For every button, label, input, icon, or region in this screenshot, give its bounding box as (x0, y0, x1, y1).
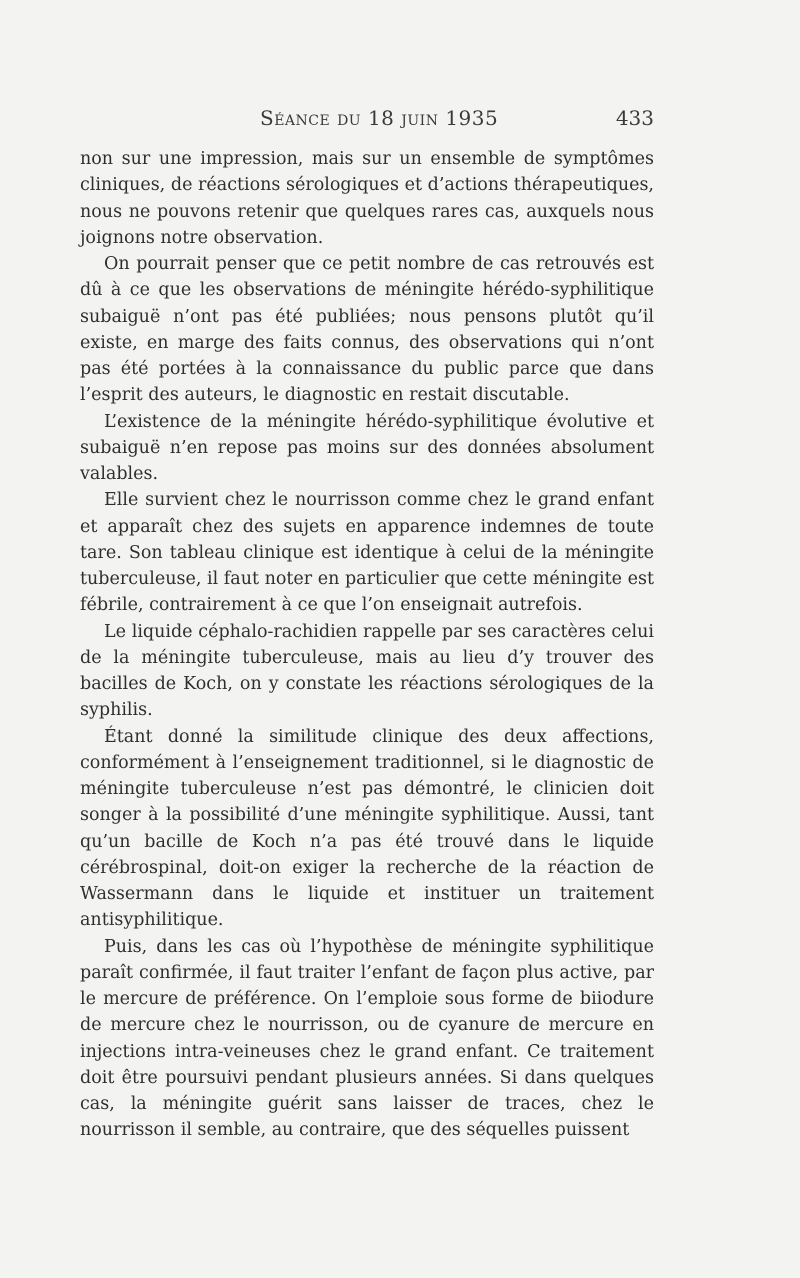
running-header (80, 106, 654, 136)
running-title-year: 1935 (445, 106, 499, 130)
running-title (260, 106, 498, 130)
paragraph-2: On pourrait penser que ce petit nombre de cas retrouvés est dû à ce que les observations de méningite hérédo-syphilitique subaiguë n’ont pas été publiées; nous pensons plutôt qu’il existe, en marge des faits connus, des observations qui n’ont pas été portées à la connaissance du public parce que dans l’esprit des auteurs, le diagnostic en restait discutable. (80, 254, 654, 406)
paragraph-6: Étant donné la similitude clinique des deux affections, conformément à l’enseignement traditionnel, si le diagnostic de méningite tuberculeuse n’est pas démontré, le clinicien doit songer à la possibilité d’une méningite syphilitique. Aussi, tant qu’un bacille de Koch n’a pas été trouvé dans le liquide cérébrospinal, doit-on exiger la recherche de la réaction de Wassermann dans le liquide et instituer un traitement antisyphilitique. (80, 726, 654, 931)
paragraph-1: non sur une impression, mais sur un ensemble de symptômes cliniques, de réactions sérologiques et d’actions thérapeutiques, nous ne pouvons retenir que quelques rares cas, auxquels nous joignons notre observation. (80, 149, 654, 248)
page-number: 433 (615, 106, 654, 130)
running-title-month: juin (401, 106, 439, 130)
running-title-prefix: Séance du (260, 106, 362, 130)
paragraph-5: Le liquide céphalo-rachidien rappelle par ses caractères celui de la méningite tuberculeuse, mais au lieu d’y trouver des bacilles de Koch, on y constate les réactions sérologiques de la syphilis. (80, 621, 654, 721)
running-title-day: 18 (367, 106, 395, 130)
paragraph-7: Puis, dans les cas où l’hypothèse de méningite syphilitique paraît confirmée, il faut traiter l’enfant de façon plus active, par le mercure de préférence. On l’emploie sous forme de biiodure de mercure chez le nourrisson, ou de cyanure de mercure en injections intra-veineuses chez le grand enfant. Ce traitement doit être poursuivi pendant plusieurs années. Si dans quelques cas, la méningite guérit sans laisser de traces, chez le nourrisson il semble, au contraire, que des séquelles puissent (80, 936, 654, 1141)
paragraph-3: L’existence de la méningite hérédo-syphilitique évolutive et subaiguë n’en repose pas moins sur des données absolument valables. (80, 411, 654, 484)
body-text (80, 146, 654, 1144)
paragraph-4: Elle survient chez le nourrisson comme chez le grand enfant et apparaît chez des sujets en apparence indemnes de toute tare. Son tableau clinique est identique à celui de la méningite tuberculeuse, il faut noter en particulier que cette méningite est fébrile, contrairement à ce que l’on enseignait autrefois. (80, 490, 654, 616)
